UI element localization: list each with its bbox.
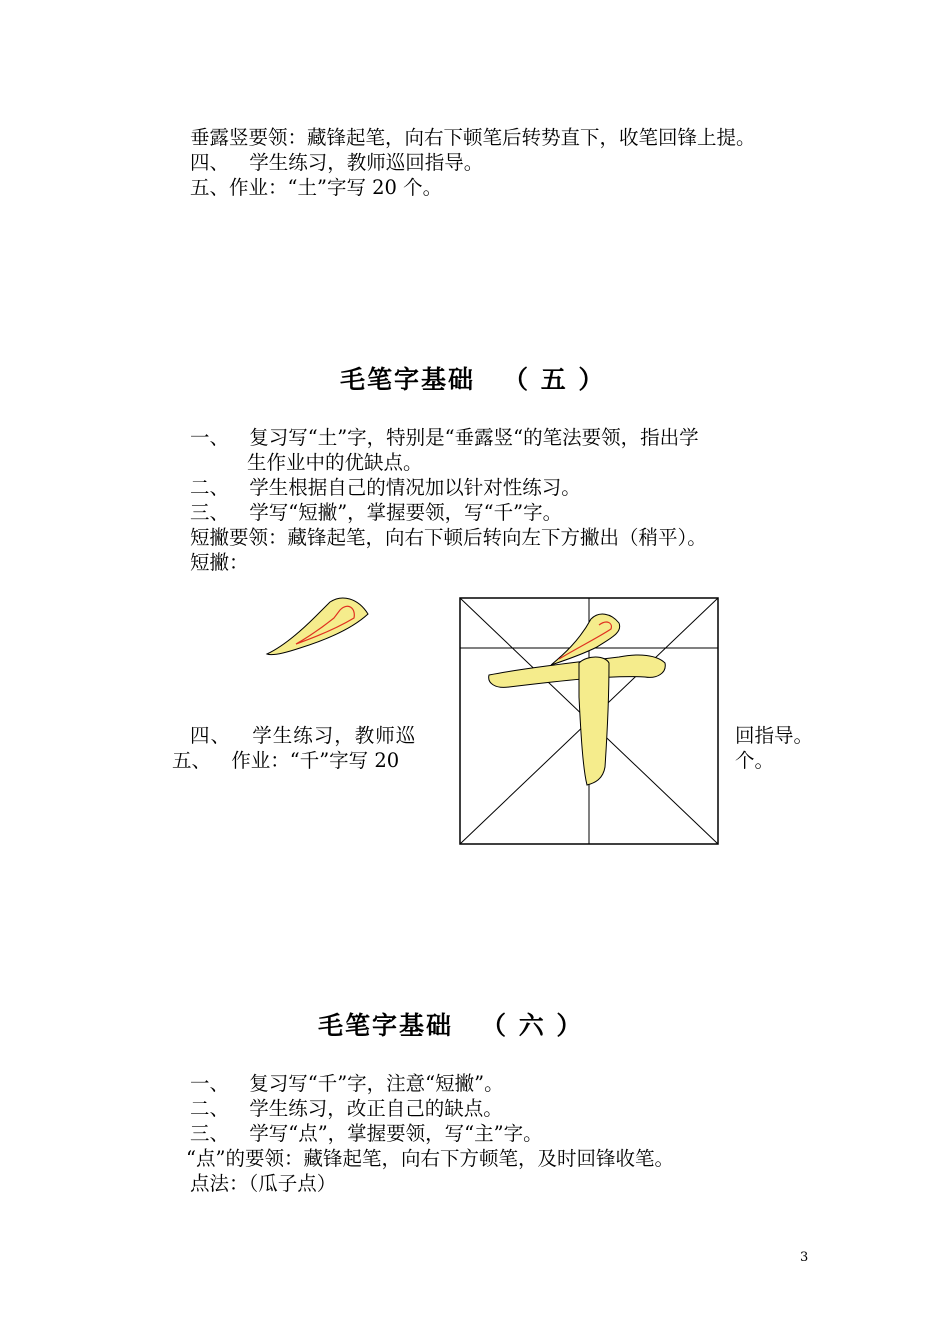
short-stroke-method: 短撇要领：藏锋起笔，向右下顿后转向左下方撇出（稍平）。 [190,526,707,549]
item-text: 学生练习，教师巡 [252,724,417,747]
item-text: 学生练习，教师巡回指导。 [249,151,484,174]
list-item [190,1072,504,1096]
item-text: 复习写“土”字，特别是“垂露竖“的笔法要领，指出学 [249,426,699,449]
item-text: 学写“点”，掌握要领，写“主”字。 [249,1122,543,1145]
practice-line [190,151,483,175]
item-number: 一、 [190,426,230,449]
list-item [190,724,416,748]
section-title-5: 毛笔字基础 （ 五 ） [340,365,606,394]
short-stroke-illustration [260,590,380,662]
item-number: 四、 [190,151,230,174]
list-item-continued: 回指导。 [735,724,814,747]
item-text: 作业：“千”字写 20 [231,749,400,772]
list-item [190,1097,503,1121]
homework-line: 五、作业：“土”字写 20 个。 [190,176,443,199]
list-item [190,1122,543,1146]
item-number: 五、 [172,749,212,772]
list-item-continued: 生作业中的优缺点。 [247,451,423,474]
list-item [190,426,699,450]
short-stroke-label: 短撇： [190,551,249,574]
dot-stroke-label: 点法：（瓜子点） [190,1172,337,1195]
item-number: 四、 [190,724,232,747]
item-number: 一、 [190,1072,230,1095]
page-number: 3 [800,1250,809,1265]
item-number: 三、 [190,1122,230,1145]
list-item [190,476,581,500]
item-text: 学写“短撇”，掌握要领，写“千”字。 [249,501,563,524]
vertical-stroke-method: 垂露竖要领：藏锋起笔，向右下顿笔后转势直下，收笔回锋上提。 [190,126,756,149]
item-text: 学生根据自己的情况加以针对性练习。 [249,476,581,499]
section-title-6: 毛笔字基础 （ 六 ） [318,1011,584,1040]
practice-grid-qian [459,597,721,847]
item-number: 三、 [190,501,230,524]
item-text: 复习写“千”字，注意“短撇”。 [249,1072,504,1095]
list-item [190,501,562,525]
item-text: 学生练习，改正自己的缺点。 [249,1097,503,1120]
item-number: 二、 [190,476,230,499]
list-item-continued: 个。 [735,749,775,772]
item-number: 二、 [190,1097,230,1120]
dot-stroke-method: “点”的要领：藏锋起笔，向右下方顿笔，及时回锋收笔。 [186,1147,674,1170]
list-item [172,749,399,773]
